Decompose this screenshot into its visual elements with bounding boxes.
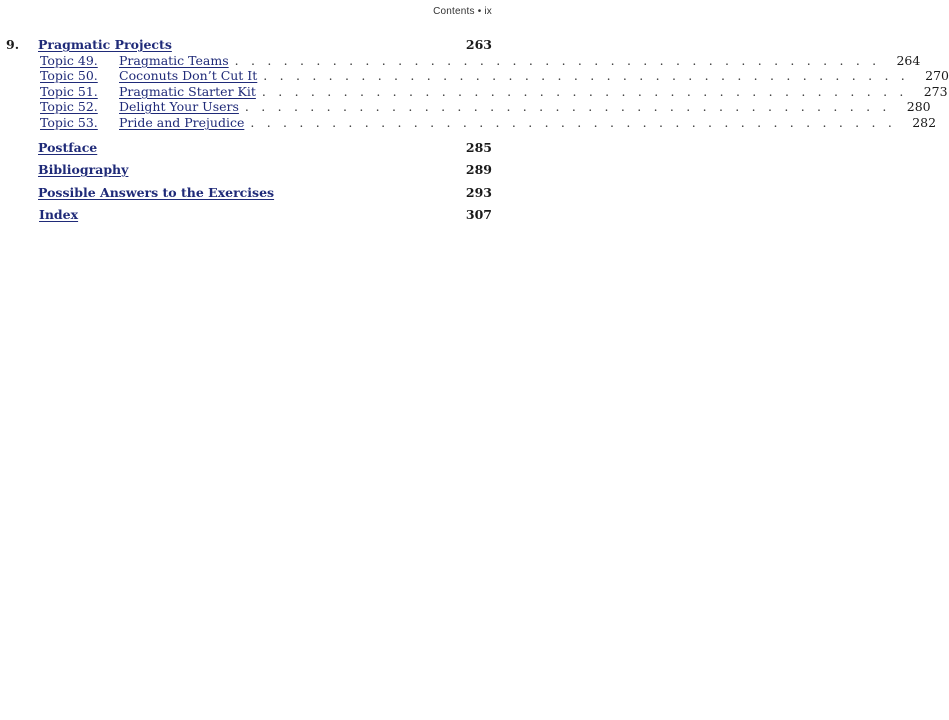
chapter-number: 9. xyxy=(6,37,20,52)
back-matter-page-number: 285 xyxy=(465,140,492,155)
possible-answers-link[interactable]: Possible Answers to the Exercises xyxy=(38,185,275,200)
topic-number-link[interactable]: Topic 50. xyxy=(40,68,98,83)
index-link[interactable]: Index xyxy=(39,207,79,222)
topic-page-number: 282 xyxy=(912,115,937,130)
toc-back-matter-row xyxy=(38,162,492,178)
bibliography-link[interactable]: Bibliography xyxy=(38,162,129,177)
running-head: Contents • ix xyxy=(433,6,492,17)
dot-leader: . . . . . . . . . . . . . . . . . . . . . . . . . . . . . . . . . . . . . . . . xyxy=(263,68,909,83)
back-matter-page-number: 289 xyxy=(465,162,492,177)
chapter-title-link[interactable]: Pragmatic Projects xyxy=(38,37,172,52)
topic-title-link[interactable]: Pragmatic Starter Kit xyxy=(119,84,256,99)
topic-number-link[interactable]: Topic 52. xyxy=(40,99,98,114)
toc-topic-row xyxy=(38,53,921,68)
topic-title-link[interactable]: Coconuts Don’t Cut It xyxy=(119,68,258,83)
toc-topic-row xyxy=(38,84,948,99)
topic-page-number: 270 xyxy=(925,68,949,83)
back-matter-page-number: 307 xyxy=(465,207,492,222)
topic-page-number: 280 xyxy=(906,99,931,114)
topic-title-link[interactable]: Pragmatic Teams xyxy=(119,53,229,68)
topic-title-link[interactable]: Pride and Prejudice xyxy=(119,115,245,130)
topic-number-link[interactable]: Topic 49. xyxy=(40,53,98,68)
topic-page-number: 273 xyxy=(923,84,948,99)
topic-page-number: 264 xyxy=(896,53,921,68)
toc-back-matter-row xyxy=(38,207,492,223)
back-matter-page-number: 293 xyxy=(465,185,492,200)
topic-number-link[interactable]: Topic 51. xyxy=(40,84,98,99)
toc-topic-row xyxy=(38,68,949,83)
dot-leader: . . . . . . . . . . . . . . . . . . . . . . . . . . . . . . . . . . . . . . . . xyxy=(250,115,897,130)
chapter-9-entry xyxy=(6,37,492,53)
topic-title-link[interactable]: Delight Your Users xyxy=(119,99,239,114)
topic-number-link[interactable]: Topic 53. xyxy=(40,115,98,130)
toc-back-matter-row xyxy=(38,140,492,156)
postface-link[interactable]: Postface xyxy=(38,140,98,155)
dot-leader: . . . . . . . . . . . . . . . . . . . . . . . . . . . . . . . . . . . . . . . . xyxy=(234,53,881,68)
dot-leader: . . . . . . . . . . . . . . . . . . . . . . . . . . . . . . . . . . . . . . . . xyxy=(261,84,908,99)
toc-topic-row xyxy=(38,115,937,130)
toc-back-matter-row xyxy=(38,185,492,201)
dot-leader: . . . . . . . . . . . . . . . . . . . . . . . . . . . . . . . . . . . . . . . . xyxy=(244,99,891,114)
chapter-page-number: 263 xyxy=(465,37,492,52)
toc-topic-row xyxy=(38,99,931,114)
